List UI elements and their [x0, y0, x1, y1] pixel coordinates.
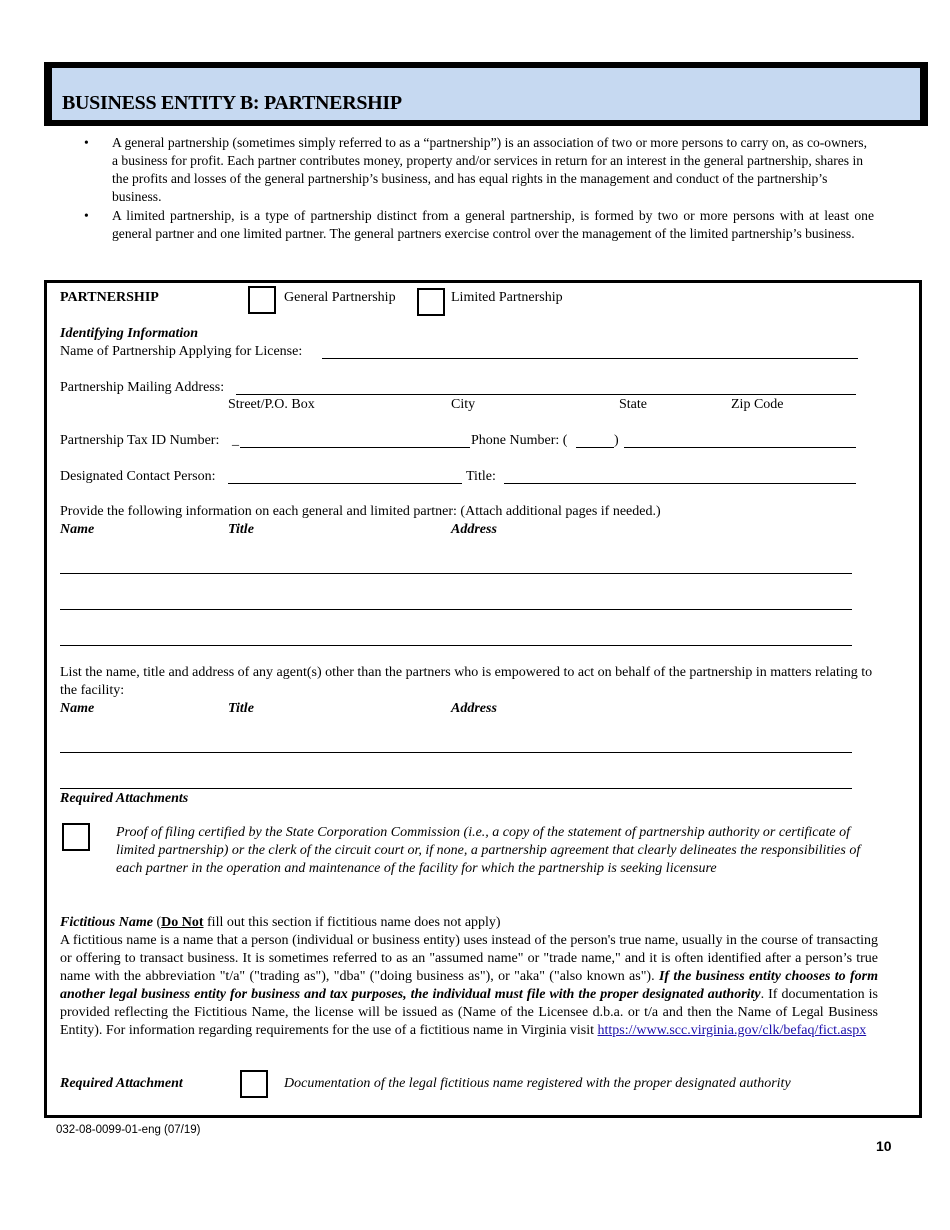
fictitious-documentation-text: Documentation of the legal fictitious name registered with the proper designated authority — [284, 1076, 791, 1091]
partners-instruction: Provide the following information on each general and limited partner: (Attach additional pages if needed.) — [60, 504, 661, 519]
limited-partnership-checkbox[interactable] — [417, 288, 445, 316]
bullet-text: A limited partnership, is a type of partnership distinct from a general partnership, is formed by two or more persons with at least one general partner and one limited partner. The general partners exercise control over the management of the limited partnership’s business. — [112, 208, 874, 241]
state-label: State — [619, 397, 647, 412]
banner-background — [52, 68, 920, 120]
page-title: BUSINESS ENTITY B: PARTNERSHIP — [62, 92, 402, 114]
general-partnership-checkbox[interactable] — [248, 286, 276, 314]
proof-of-filing-checkbox[interactable] — [62, 823, 90, 851]
tax-id-label: Partnership Tax ID Number: — [60, 433, 220, 448]
scc-fictitious-name-link[interactable]: https://www.scc.virginia.gov/clk/befaq/fict.aspx — [597, 1023, 867, 1038]
partners-col-name: Name — [60, 522, 95, 537]
fictitious-name-heading: Fictitious Name — [60, 915, 153, 930]
general-partnership-label: General Partnership — [284, 290, 396, 305]
contact-person-field[interactable] — [228, 483, 462, 484]
fictitious-body-bold: If the business entity chooses to form another legal business entity for business and tax purposes, the individual must file with the proper designated authority — [60, 969, 879, 1002]
bullet-limited-partnership — [84, 207, 874, 243]
page-number: 10 — [876, 1138, 892, 1154]
partner-row-1-field[interactable] — [60, 573, 852, 574]
do-not-emphasis: Do Not — [161, 915, 204, 930]
contact-title-field[interactable] — [504, 483, 856, 484]
zip-label: Zip Code — [731, 397, 784, 412]
fictitious-body-1: A fictitious name is a name that a person (individual or business entity) uses instead of the person's true name, usually in the course of transacting or offering to transact business. It is sometimes referred to as an "assumed name" or "trade name," and it is often identified after a person’s true name with the abbreviation "t/a" ("trading as"), "dba" ("doing business as"), or "aka" ("also known as"). — [60, 933, 878, 984]
partners-col-address: Address — [451, 522, 497, 537]
partnership-name-field[interactable] — [322, 358, 858, 359]
agents-instruction: List the name, title and address of any agent(s) other than the partners who is empowered to act on behalf of the partnership in matters relating to the facility: — [60, 665, 873, 698]
partners-col-title: Title — [228, 522, 254, 537]
fictitious-paren-rest: fill out this section if fictitious name does not apply) — [203, 915, 501, 930]
proof-of-filing-text: Proof of filing certified by the State Corporation Commission (i.e., a copy of the statement of partnership authority or certificate of limited partnership) or the clerk of the circuit court or, if none, a partnership agreement that clearly delineates the responsibilities of each partner in the operation and maintenance of the facility for which the partnership is seeking licensure — [116, 825, 861, 876]
city-label: City — [451, 397, 476, 412]
fictitious-paren-open: ( — [152, 915, 162, 930]
limited-partnership-label: Limited Partnership — [451, 290, 563, 305]
bullet-icon: • — [84, 135, 89, 150]
agents-col-title: Title — [228, 701, 254, 716]
fictitious-body-2: . If documentation is provided reflecting the Fictitious Name, the license will be issued as (Name of the Licensee d.b.a. or t/a and then the Name of Legal Business Entity). For information regarding requirements for the use of a fictitious name in Virginia visit — [60, 987, 878, 1038]
mailing-address-label: Partnership Mailing Address: — [60, 380, 225, 395]
section-banner — [44, 62, 928, 126]
fictitious-documentation-checkbox[interactable] — [240, 1070, 268, 1098]
bullet-general-partnership — [84, 134, 874, 206]
tax-id-underscore: _ — [232, 433, 239, 448]
phone-number-field[interactable] — [624, 447, 856, 448]
mailing-address-field[interactable] — [236, 394, 856, 395]
contact-person-label: Designated Contact Person: — [60, 469, 216, 484]
bullet-icon: • — [84, 208, 89, 223]
intro-bullets — [84, 134, 874, 243]
required-attachment-label: Required Attachment — [60, 1076, 183, 1091]
agents-col-name: Name — [60, 701, 95, 716]
identifying-heading: Identifying Information — [60, 326, 199, 341]
partnership-name-label: Name of Partnership Applying for License: — [60, 344, 303, 359]
contact-title-label: Title: — [466, 469, 496, 484]
street-label: Street/P.O. Box — [228, 397, 315, 412]
phone-label: Phone Number: ( — [471, 433, 568, 448]
phone-area-code-field[interactable] — [576, 447, 614, 448]
fictitious-name-body — [60, 932, 878, 1040]
agents-col-address: Address — [451, 701, 497, 716]
fictitious-name-heading-line — [60, 914, 878, 932]
tax-id-field[interactable] — [240, 447, 470, 448]
partnership-label: PARTNERSHIP — [60, 290, 159, 305]
partner-row-3-field[interactable] — [60, 645, 852, 646]
agent-row-1-field[interactable] — [60, 752, 852, 753]
phone-paren-close: ) — [614, 433, 619, 448]
required-attachments-heading: Required Attachments — [60, 791, 189, 806]
bullet-text: A general partnership (sometimes simply referred to as a “partnership”) is an association of two or more persons to carry on, as co-owners, a business for profit. Each partner contributes money, property and/or services in return for an interest in the general partnership, shares in the profits and losses of the general partnership’s business, and has equal rights in the management and conduct of the partnership’s business. — [112, 135, 867, 204]
form-number: 032-08-0099-01-eng (07/19) — [56, 1124, 201, 1136]
fictitious-name-section — [60, 914, 878, 1040]
partner-row-2-field[interactable] — [60, 609, 852, 610]
agent-row-2-field[interactable] — [60, 788, 852, 789]
